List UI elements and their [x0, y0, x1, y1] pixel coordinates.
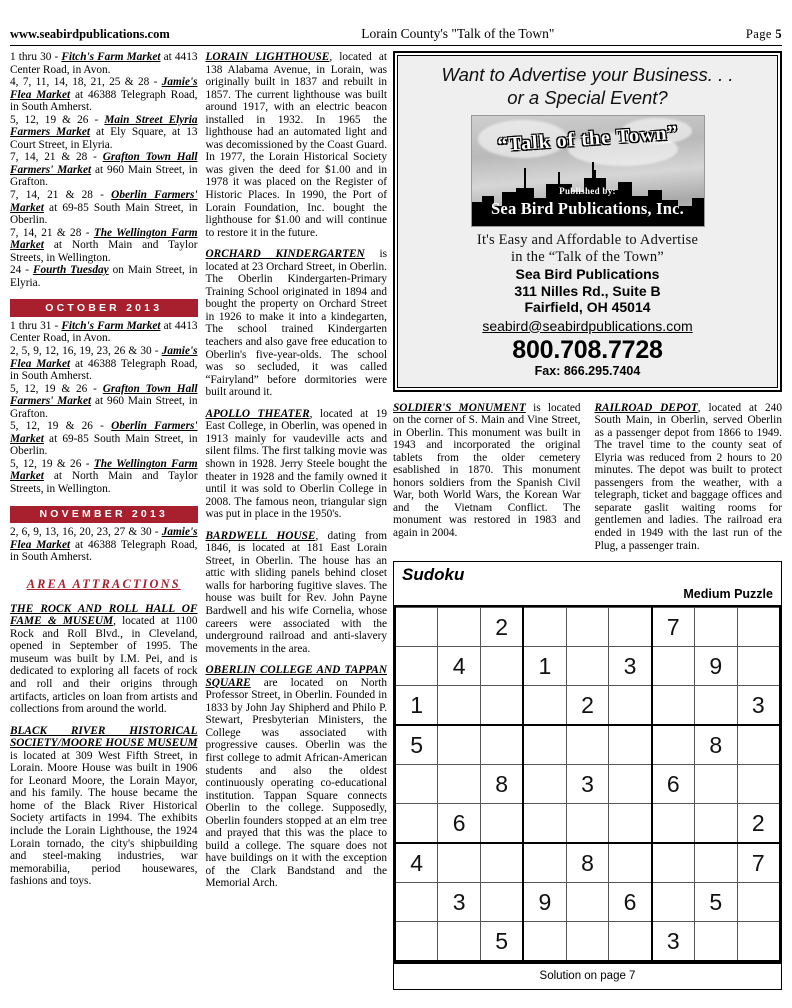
sudoku-row [395, 725, 780, 765]
listing-location: at 4413 Center Road, in Avon. [10, 319, 198, 345]
listing-dates: 4, 7, 11, 14, 18, 21, 25 & 28 - [10, 76, 162, 89]
listing-dates: 1 thru 30 - [10, 51, 62, 63]
advertisement-inner [397, 55, 778, 388]
sudoku-cell[interactable] [481, 883, 524, 922]
sudoku-row [395, 765, 780, 804]
sudoku-cell[interactable] [438, 725, 481, 765]
sudoku-cell[interactable]: 1 [523, 647, 566, 686]
sudoku-cell[interactable] [523, 804, 566, 844]
sudoku-cell[interactable]: 7 [737, 843, 780, 883]
masthead-page [746, 27, 782, 42]
article-railroad-depot [595, 402, 782, 553]
page-number: 5 [775, 27, 782, 41]
sudoku-row [395, 804, 780, 844]
subcolumn-right [588, 402, 782, 553]
listing-market-name: Main Street Elyria Farmers Market [10, 113, 198, 139]
article-name: ORCHARD KINDERGARTEN [205, 248, 365, 261]
sudoku-puzzle[interactable] [393, 561, 782, 990]
sudoku-cell[interactable] [566, 922, 609, 962]
sudoku-cell[interactable] [438, 765, 481, 804]
sudoku-cell[interactable] [438, 922, 481, 962]
listing-location: at 69-85 South Main Street, in Oberlin. [10, 201, 198, 227]
sudoku-cell[interactable] [438, 686, 481, 726]
listing-market-name: Fitch's Farm Market [61, 319, 161, 332]
sudoku-cell[interactable] [737, 608, 780, 647]
listing-market-name: Grafton Town Hall Farmers' Market [10, 151, 198, 176]
article-name: BARDWELL HOUSE [205, 529, 316, 542]
sudoku-cell[interactable] [438, 843, 481, 883]
sudoku-row [395, 647, 780, 686]
october-listings [10, 320, 198, 496]
sudoku-cell[interactable] [523, 765, 566, 804]
sudoku-cell[interactable] [694, 686, 737, 726]
listing-market-name: The Wellington Farm Market [10, 457, 198, 483]
sudoku-cell[interactable]: 3 [566, 765, 609, 804]
sudoku-cell[interactable] [523, 922, 566, 962]
sudoku-cell[interactable] [523, 725, 566, 765]
article-body: , located at 1100 Rock and Roll Blvd., in Cleveland, opened in September of 1995. The museum was built by I.M. Pei, and is dedicated to exploring all facets of rock and roll and their origins through artifacts, articles on loan from artists and collections from around the world. [10, 615, 198, 716]
sudoku-cell[interactable] [737, 765, 780, 804]
sudoku-cell[interactable] [694, 843, 737, 883]
listing-dates: 7, 14, 21 & 28 - [10, 189, 112, 202]
sudoku-cell[interactable]: 9 [523, 883, 566, 922]
sudoku-cell[interactable] [737, 725, 780, 765]
listing-market-name: Oberlin Farmers' Market [10, 420, 198, 445]
sudoku-cell[interactable] [652, 804, 695, 844]
sudoku-cell[interactable] [481, 725, 524, 765]
listing-dates: 7, 14, 21 & 28 - [10, 151, 103, 164]
page-label: Page [745, 27, 772, 41]
sudoku-difficulty: Medium Puzzle [683, 587, 773, 602]
sudoku-row [395, 922, 780, 962]
article-name: OBERLIN COLLEGE AND TAPPAN SQUARE [205, 664, 388, 689]
listing-location: on Main Street, in Elyria. [10, 264, 198, 289]
sudoku-cell[interactable]: 4 [438, 647, 481, 686]
sudoku-cell[interactable]: 6 [609, 883, 652, 922]
sudoku-cell[interactable] [652, 725, 695, 765]
november-listings [10, 526, 198, 564]
market-listing [10, 76, 198, 114]
sudoku-cell[interactable]: 5 [395, 725, 438, 765]
sudoku-cell[interactable] [566, 608, 609, 647]
sudoku-cell[interactable] [609, 804, 652, 844]
sudoku-header [394, 562, 781, 607]
listing-location: at 69-85 South Main Street, in Oberlin. [10, 432, 198, 458]
article-name: BLACK RIVER HISTORICAL SOCIETY/MOORE HOUSE MUSEUM [10, 724, 198, 750]
sudoku-cell[interactable] [652, 883, 695, 922]
sudoku-cell[interactable]: 3 [737, 686, 780, 726]
sudoku-cell[interactable] [438, 608, 481, 647]
sudoku-cell[interactable] [694, 765, 737, 804]
sudoku-cell[interactable]: 5 [481, 922, 524, 962]
sudoku-cell[interactable]: 8 [566, 843, 609, 883]
article [206, 664, 388, 890]
sudoku-cell[interactable] [609, 843, 652, 883]
sudoku-cell[interactable] [395, 608, 438, 647]
sudoku-cell[interactable] [523, 686, 566, 726]
listing-dates: 7, 14, 21 & 28 - [10, 226, 94, 239]
listing-market-name: The Wellington Farm Market [10, 226, 198, 252]
sudoku-cell[interactable]: 2 [481, 608, 524, 647]
ad-script-line-1: It's Easy and Affordable to Advertise [476, 232, 699, 248]
market-listing [10, 114, 198, 152]
listing-location: at 46388 Telegraph Road, in South Amherst. [10, 538, 198, 564]
listing-location: at Ely Square, at 13 Court Street, in Elyria. [10, 126, 198, 151]
masthead-tagline: Lorain County's "Talk of the Town" [361, 26, 555, 41]
subcolumn-left [393, 402, 587, 553]
listing-market-name: Jamie's Flea Market [10, 526, 198, 551]
listing-dates: 2, 5, 9, 12, 16, 19, 23, 26 & 30 - [10, 344, 162, 357]
area-attractions-title: AREA ATTRACTIONS [26, 576, 181, 591]
sudoku-cell[interactable]: 6 [438, 804, 481, 844]
sudoku-cell[interactable] [566, 883, 609, 922]
sudoku-cell[interactable]: 7 [652, 608, 695, 647]
talk-of-the-town-logo [471, 115, 705, 227]
sudoku-cell[interactable] [395, 883, 438, 922]
sudoku-cell[interactable] [609, 922, 652, 962]
market-listing [10, 320, 198, 345]
market-listing [10, 526, 198, 564]
ad-email-link[interactable]: seabird@seabirdpublications.com [482, 317, 693, 334]
article-body: are located on North Professor Street, in Oberlin. Founded in 1833 by John Jay Shipherd and Philo P. Stewart, Presbyterian Ministers, the College was associated with progressive causes. Oberlin was the first college to admit African-American students and also the oldest continuously operating co-educational institution. Tappan Square connects Oberlin to the college. Supposedly, Oberlin founders stopped at an elm tree and prayed that this was the place to build a college. The square does not have buildings on it with the exception of the Clark Bandstand and the Memorial Arch. [205, 676, 388, 890]
sudoku-row [395, 883, 780, 922]
sudoku-cell[interactable]: 3 [609, 647, 652, 686]
ad-logo-company: Sea Bird Publications, Inc. [491, 199, 684, 218]
ad-phone-number: 800.708.7728 [512, 335, 663, 364]
ad-address: 311 Nilles Rd., Suite B [514, 282, 661, 299]
november-banner: NOVEMBER 2013 [10, 506, 198, 524]
sudoku-cell[interactable] [566, 647, 609, 686]
article [10, 603, 198, 716]
sudoku-row [395, 608, 780, 647]
sudoku-cell[interactable] [395, 804, 438, 844]
article-body: is located at 309 West Fifth Street, in Lorain. Moore House was built in 1906 for Leonard Moore, the Lorain Mayor, and his family. The house became the home of the Black River Historical Society artifacts in 1994. The exhibits include the Lorain Lighthouse, the 1924 Lorain tornado, the city's shipbuilding and steel-making industries, war memorabilia, period housewares, fashions and toys. [10, 749, 198, 888]
listing-dates: 5, 12, 19 & 26 - [10, 420, 112, 433]
sudoku-cell[interactable]: 2 [566, 686, 609, 726]
sudoku-cell[interactable] [609, 765, 652, 804]
september-listings [10, 51, 198, 289]
column-two-articles [206, 51, 388, 890]
article-body: , located at 19 East College, in Oberlin, was opened in 1913 mainly for vaudeville acts and silent films. The first talking movie was shown in 1928. Jerry Steele bought the theater in 1928 and the family owned it until it was sold to Oberlin College in 2008. The famous neon, triangular sign was put in place in the 1950's. [205, 407, 388, 521]
sudoku-cell[interactable] [737, 922, 780, 962]
sudoku-cell[interactable]: 9 [694, 647, 737, 686]
page-body [10, 51, 782, 990]
market-listing [10, 264, 198, 289]
ad-logo-published-by: Published by: [559, 186, 616, 196]
article-name: LORAIN LIGHTHOUSE [205, 51, 330, 63]
sudoku-cell[interactable] [481, 843, 524, 883]
sudoku-cell[interactable] [737, 647, 780, 686]
article-name: APOLLO THEATER [205, 407, 310, 420]
sudoku-cell[interactable] [481, 647, 524, 686]
market-listing [10, 420, 198, 458]
article-name: THE ROCK AND ROLL HALL OF FAME & MUSEUM [10, 602, 198, 628]
sudoku-cell[interactable] [609, 686, 652, 726]
masthead [10, 26, 782, 46]
sudoku-cell[interactable] [737, 883, 780, 922]
column-three [393, 51, 782, 990]
listing-dates: 1 thru 31 - [10, 319, 62, 332]
sudoku-cell[interactable] [395, 647, 438, 686]
market-listing [10, 51, 198, 76]
ad-script-line-2: in the “Talk of the Town” [511, 249, 664, 265]
sudoku-cell[interactable] [609, 725, 652, 765]
sudoku-cell[interactable] [566, 804, 609, 844]
listing-market-name: Grafton Town Hall Farmers' Market [10, 382, 198, 408]
article-body: , dating from 1846, is located at 181 East Lorain Street, in Oberlin. The house has an attic with sliding panels behind closet walls for harboring fugitive slaves. The house was built for Rev. John Payne Bardwell and his wife Cornelia, whose careers were associated with the underground railroad and anti-slavery movements in the area. [205, 529, 388, 655]
sudoku-cell[interactable] [694, 804, 737, 844]
article-body: is located on the corner of S. Main and Vine Street, in Oberlin. This monument was built in 1943 and incorporated the original tablets from the older cemetery esablished in 1870. This monument honors soldiers from the Spanish Civil War, both World Wars, the Korean War and the Vietnam Conflict. The monument was restored in 1983 and again in 2004. [393, 401, 581, 539]
article-body: is located at 23 Orchard Street, in Oberlin. The Oberlin Kindergarten-Primary Training School originated in 1894 and bought the property on Orchard Street in 1926 to make it into a kindegarten, The school trained Kindergarten teachers and also gave free education to Oberlin's five-year-olds. The school was so secluded, it was called “Fairyland” before dormitories were built around it. [205, 248, 388, 399]
article [206, 408, 388, 521]
sudoku-cell[interactable] [395, 922, 438, 962]
listing-location: at 960 Main Street, in Grafton. [10, 163, 198, 189]
masthead-website: www.seabirdpublications.com [10, 27, 170, 41]
sudoku-cell[interactable] [652, 686, 695, 726]
article-body: , located at 138 Alabama Avenue, in Lorain, was originally built in 1837 and rebuilt in 1857. The current lighthouse was built around 1917, with an electric beacon installed in 1932. In 1965 the lighthouse had an automated light and was decomissioned by the Coast Guard. In 1977, the Lorain Historical Society was given the deed for $1.00 and in 1978 it was placed on the Register of Historic Places. In 1990, the Port of Lorain Foundation, Inc. bought the lighthouse for $1.00 and will continue to restore it in the future. [205, 51, 388, 239]
listing-market-name: Fitch's Farm Market [61, 51, 161, 63]
article [206, 530, 388, 655]
listing-dates: 24 - [10, 264, 33, 277]
sudoku-cell[interactable]: 1 [395, 686, 438, 726]
ad-city-state-zip: Fairfield, OH 45014 [524, 299, 651, 315]
listing-market-name: Jamie's Flea Market [10, 344, 198, 370]
sudoku-cell[interactable] [395, 765, 438, 804]
market-listing [10, 383, 198, 421]
sudoku-cell[interactable]: 8 [481, 765, 524, 804]
listing-location: at 46388 Telegraph Road, in South Amherst. [10, 88, 198, 114]
article-soldiers-monument [393, 402, 580, 540]
article-name: SOLDIER'S MONUMENT [393, 401, 526, 414]
sudoku-cell[interactable] [694, 608, 737, 647]
listing-dates: 5, 12, 19 & 26 - [10, 113, 105, 126]
sudoku-cell[interactable]: 8 [694, 725, 737, 765]
listing-location: at 960 Main Street, in Grafton. [10, 395, 198, 420]
sudoku-row [395, 686, 780, 726]
listing-dates: 5, 12, 19 & 26 - [10, 457, 94, 470]
market-listing [10, 345, 198, 383]
listing-dates: 2, 6, 9, 13, 16, 20, 23, 27 & 30 - [10, 526, 162, 539]
sudoku-footer: Solution on page 7 [394, 962, 781, 989]
sudoku-cell[interactable]: 3 [652, 922, 695, 962]
listing-location: at North Main and Taylor Streets, in Wellington. [10, 470, 198, 495]
listing-location: at North Main and Taylor Streets, in Wellington. [10, 239, 198, 264]
listing-location: at 46388 Telegraph Road, in South Amherst. [10, 357, 198, 383]
sudoku-cell[interactable] [523, 843, 566, 883]
ad-headline-1: Want to Advertise your Business. . . [441, 64, 734, 85]
sudoku-cell[interactable]: 4 [395, 843, 438, 883]
column-three-subcolumns [393, 402, 782, 553]
article-body: , located at 240 South Main, in Oberlin, served Oberlin as a passenger depot from 1866 to 1949. The travel time to the county seat of Elyria was reduced from 2 hours to 20 minutes. The depot was built to protect passengers from the weather, with a telegraph, ticket and baggage offices and separate gaslit waiting rooms for gentlemen and ladies. The railroad era ended in 1949 with the last run of the Plug, a passenger train. [594, 401, 782, 552]
sudoku-cell[interactable] [652, 647, 695, 686]
sudoku-title: Sudoku [402, 565, 465, 585]
listing-location: at 4413 Center Road, in Avon. [10, 51, 198, 76]
market-listing [10, 189, 198, 227]
column-one [10, 51, 206, 888]
ad-fax-number: Fax: 866.295.7404 [534, 363, 641, 378]
sudoku-cell[interactable]: 3 [438, 883, 481, 922]
listing-market-name: Oberlin Farmers' Market [10, 189, 198, 214]
sudoku-cell[interactable] [694, 922, 737, 962]
ad-company: Sea Bird Publications [515, 266, 660, 282]
listing-dates: 5, 12, 19 & 26 - [10, 382, 103, 395]
sudoku-cell[interactable] [481, 804, 524, 844]
sudoku-cell[interactable]: 2 [737, 804, 780, 844]
sudoku-cell[interactable]: 6 [652, 765, 695, 804]
listing-market-name: Jamie's Flea Market [10, 76, 198, 101]
sudoku-cell[interactable] [652, 843, 695, 883]
sudoku-grid[interactable] [394, 607, 781, 962]
sudoku-row [395, 843, 780, 883]
article [10, 725, 198, 888]
article [206, 51, 388, 239]
article [206, 248, 388, 399]
listing-market-name: Fourth Tuesday [32, 264, 109, 277]
sudoku-cell[interactable] [523, 608, 566, 647]
attractions-list [10, 603, 198, 888]
column-two [206, 51, 394, 890]
sudoku-cell[interactable] [609, 608, 652, 647]
market-listing [10, 458, 198, 496]
ad-headline-2: or a Special Event? [507, 87, 668, 108]
advertisement[interactable] [393, 51, 782, 392]
market-listing [10, 151, 198, 189]
article-name: RAILROAD DEPOT [594, 401, 698, 414]
market-listing [10, 227, 198, 265]
ad-logo-title: “Talk of the Town” [496, 121, 679, 157]
sudoku-cell[interactable] [481, 686, 524, 726]
sudoku-cell[interactable] [566, 725, 609, 765]
sudoku-cell[interactable]: 5 [694, 883, 737, 922]
october-banner: OCTOBER 2013 [10, 299, 198, 317]
